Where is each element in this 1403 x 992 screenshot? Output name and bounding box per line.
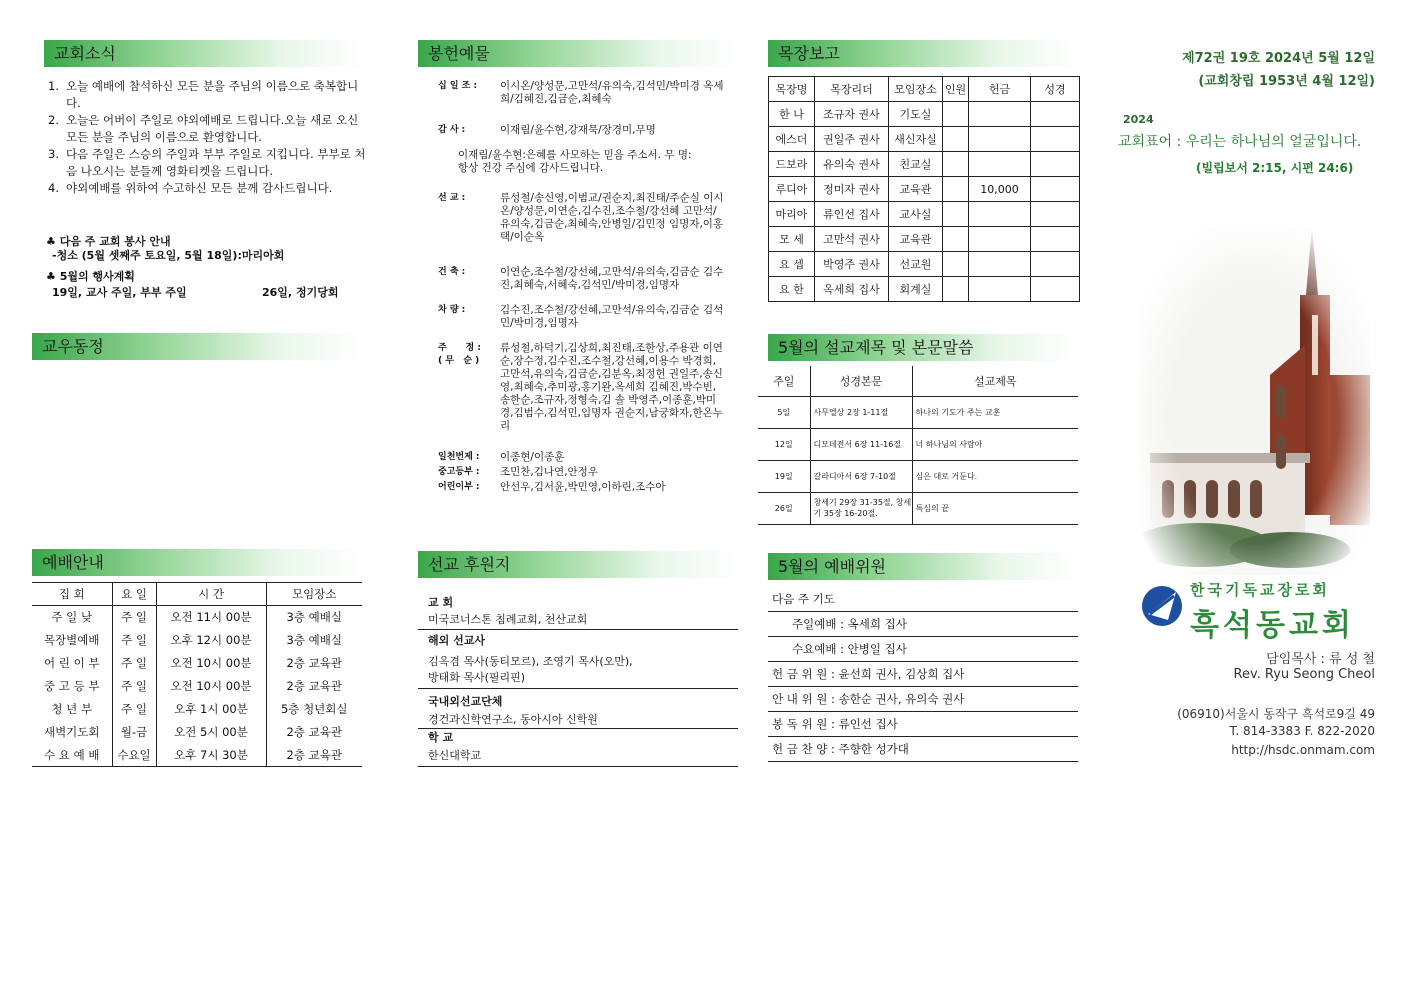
duty-heading: 다음 주 기도 (768, 587, 1078, 612)
duty-row: 헌 금 위 원 : 윤선희 권사, 김상희 집사 (768, 662, 1078, 687)
mission-item: 한신대학교 (418, 747, 738, 767)
duty-row: 수요예배 : 안병일 집사 (768, 637, 1078, 662)
church-logo-icon (1140, 584, 1184, 628)
table-row: 중 고 등 부 주 일 오전 10시 00분 2층 교육관 (32, 675, 362, 698)
duty-row: 주일예배 : 옥세희 집사 (768, 612, 1078, 637)
worship-table (32, 582, 362, 767)
news-item: 3. 다음 주일은 스승의 주일과 부부 주일로 지킵니다. 부부로 처음 나오시는 분들께 영화티켓을 드립니다. (48, 147, 366, 178)
news-item: 2. 오늘은 어버이 주일로 야외예배로 드립니다.오늘 새로 오신 모든 분을 주님의 이름으로 환영합니다. (48, 113, 359, 144)
pastor-en: Rev. Ryu Seong Cheol (1233, 667, 1375, 682)
table-row: 목장별예배 주 일 오후 12시 00분 3층 예배실 (32, 629, 362, 652)
church-name: 흑석동교회 (1190, 608, 1355, 643)
motto: 교회표어 : 우리는 하나님의 얼굴입니다. (1118, 134, 1362, 150)
col-header: 성경본문 (810, 366, 912, 396)
col-header: 인원 (943, 77, 969, 102)
events-a: 19일, 교사 주일, 부부 주일 (52, 286, 187, 299)
col-header: 집 회 (32, 583, 112, 606)
denomination: 한국기독교장로회 (1190, 581, 1330, 599)
col-header: 주일 (758, 366, 810, 396)
col-header: 성경 (1031, 77, 1080, 102)
duty-row: 안 내 위 원 : 송한순 권사, 유의숙 권사 (768, 687, 1078, 712)
address: (06910)서울시 동작구 흑석로9길 49 (1177, 707, 1375, 721)
duty-row: 봉 독 위 원 : 류인선 집사 (768, 712, 1078, 737)
table-row: 12일 디모데전서 6장 11-16절 너 하나님의 사람아 (758, 428, 1078, 460)
table-row: 마리아 류인선 집사 교사실 (769, 202, 1080, 227)
table-row: 새벽기도회 월-금 오전 5시 00분 2층 교육관 (32, 721, 362, 744)
church-news-header: 교회소식 (44, 40, 364, 67)
motto-verse: (빌립보서 2:15, 시편 24:6) (1196, 161, 1354, 175)
table-row: 청 년 부 주 일 오후 1시 00분 5층 청년회실 (32, 698, 362, 721)
col-header: 요 일 (112, 583, 156, 606)
mission-group-head: 학 교 (428, 731, 454, 744)
col-header: 시 간 (156, 583, 266, 606)
table-row: 수 요 예 배 수요일 오후 7시 30분 2층 교육관 (32, 744, 362, 767)
col-header: 모임장소 (266, 583, 362, 606)
worship-guide-header: 예배안내 (32, 549, 362, 576)
col-header: 목장리더 (815, 77, 889, 102)
duties-header: 5월의 예배위원 (768, 553, 1078, 580)
church-news-list (48, 78, 370, 197)
cell-report-header: 목장보고 (768, 40, 1078, 67)
table-row: 주 일 낮 주 일 오전 11시 00분 3층 예배실 (32, 606, 362, 629)
table-row: 26일 창세기 29장 31-35절, 창세기 35장 16-20절. 특심의 끝 (758, 492, 1078, 524)
next-service-title: ♣ 다음 주 교회 봉사 안내 (46, 235, 171, 248)
table-row: 드보라 유의숙 권사 친교실 (769, 152, 1080, 177)
table-row: 한 나 조규자 권사 기도실 (769, 102, 1080, 127)
mission-group-head: 해외 선교사 (428, 634, 485, 647)
church-building-image (1140, 225, 1370, 575)
col-header: 목장명 (769, 77, 815, 102)
duty-row: 헌 금 찬 양 : 주향한 성가대 (768, 737, 1078, 762)
col-header: 모임장소 (889, 77, 943, 102)
col-header: 설교제목 (912, 366, 1078, 396)
cell-report-table (768, 76, 1080, 302)
founded-info: (교회창립 1953년 4월 12일) (1198, 74, 1375, 89)
mission-group-head: 국내외선교단체 (428, 695, 503, 708)
table-row: 모 세 고만석 권사 교육관 (769, 227, 1080, 252)
table-row: 19일 갈라디아서 6장 7-10절 심은 대로 거둔다. (758, 460, 1078, 492)
sermons-table (758, 366, 1078, 525)
events-b: 26일, 정기당회 (262, 286, 339, 299)
missions-header: 선교 후원지 (418, 551, 738, 578)
table-row: 요 셉 박영주 권사 선교원 (769, 252, 1080, 277)
table-row: 요 한 옥세희 집사 회계실 (769, 277, 1080, 302)
pastor-kr: 담임목사 : 류 성 철 (1266, 652, 1375, 667)
members-news-header: 교우동정 (32, 333, 362, 360)
motto-year: 2024 (1123, 113, 1154, 126)
website[interactable]: http://hsdc.onmam.com (1231, 743, 1375, 757)
offerings-header: 봉헌예물 (418, 40, 738, 67)
next-service-detail: -청소 (5월 셋째주 토요일, 5월 18일):마리아회 (52, 249, 285, 262)
mission-item: 미국코너스톤 침례교회, 천산교회 (418, 611, 738, 630)
table-row: 어 린 이 부 주 일 오전 10시 00분 2층 교육관 (32, 652, 362, 675)
col-header: 헌금 (969, 77, 1031, 102)
mission-group-head: 교 회 (428, 596, 454, 609)
issue-info: 제72권 19호 2024년 5월 12일 (1182, 51, 1375, 66)
table-row: 5일 사무엘상 2장 1-11절 하나의 기도가 주는 교훈 (758, 396, 1078, 428)
sermons-header: 5월의 설교제목 및 본문말씀 (768, 334, 1078, 361)
mission-item: 방태화 목사(필리핀) (418, 669, 738, 689)
events-title: ♣ 5월의 행사계획 (46, 270, 135, 283)
mission-item: 김옥겸 목사(동티모르), 조영기 목사(오만), (428, 655, 633, 668)
mission-item: 경건과신학연구소, 동아시아 신학원 (418, 711, 738, 729)
news-item: 4. 야외예배를 위하여 수고하신 모든 분께 감사드립니다. (48, 181, 333, 195)
phone: T. 814-3383 F. 822-2020 (1229, 724, 1375, 738)
table-row: 에스더 권일주 권사 새신자실 (769, 127, 1080, 152)
table-row: 루디아 정미자 권사 교육관 10,000 (769, 177, 1080, 202)
news-item: 1. 오늘 예배에 참석하신 모든 분을 주님의 이름으로 축복합니다. (48, 79, 359, 110)
